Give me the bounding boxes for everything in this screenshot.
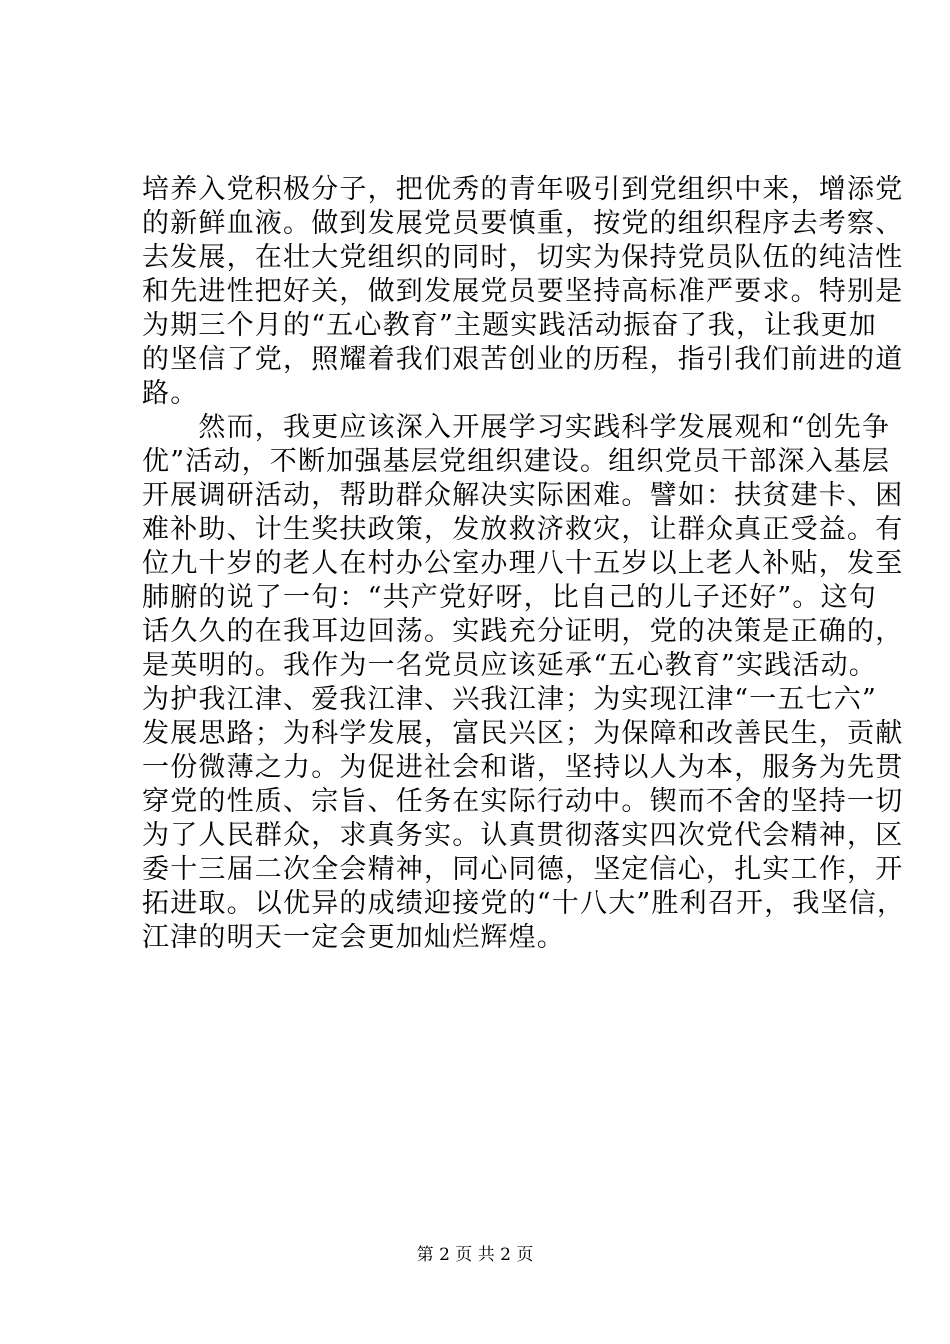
text-line: 去发展，在壮大党组织的同时，切实为保持党员队伍的纯洁性 <box>142 242 904 273</box>
text-line: 的新鲜血液。做到发展党员要慎重，按党的组织程序去考察、 <box>142 208 904 239</box>
text-line: 肺腑的说了一句：“共产党好呀，比自己的儿子还好”。这句 <box>142 582 878 613</box>
text-line: 委十三届二次全会精神，同心同德，坚定信心，扎实工作，开 <box>142 854 904 885</box>
text-line: 为期三个月的“五心教育”主题实践活动振奋了我，让我更加 <box>142 310 878 341</box>
text-line: 和先进性把好关，做到发展党员要坚持高标准严要求。特别是 <box>142 276 904 307</box>
document-body <box>142 173 906 955</box>
text-line: 发展思路；为科学发展，富民兴区；为保障和改善民生，贡献 <box>142 718 904 749</box>
page-number-footer: 第 2 页 共 2 页 <box>416 1245 534 1265</box>
text-line: 位九十岁的老人在村办公室办理八十五岁以上老人补贴，发至 <box>142 548 904 579</box>
text-line: 然而，我更应该深入开展学习实践科学发展观和“创先争 <box>142 412 891 443</box>
text-line: 为护我江津、爱我江津、兴我江津；为实现江津“一五七六” <box>142 684 878 715</box>
text-line: 开展调研活动，帮助群众解决实际困难。譬如：扶贫建卡、困 <box>142 480 904 511</box>
text-line: 江津的明天一定会更加灿烂辉煌。 <box>142 922 565 953</box>
text-line: 路。 <box>142 378 199 409</box>
text-line: 的坚信了党，照耀着我们艰苦创业的历程，指引我们前进的道 <box>142 344 904 375</box>
text-line: 难补助、计生奖扶政策，发放救济救灾，让群众真正受益。有 <box>142 514 904 545</box>
text-line: 优”活动，不断加强基层党组织建设。组织党员干部深入基层 <box>142 446 891 477</box>
text-line: 是英明的。我作为一名党员应该延承“五心教育”实践活动。 <box>142 650 878 681</box>
text-line: 拓进取。以优异的成绩迎接党的“十八大”胜利召开，我坚信， <box>142 888 906 919</box>
text-line: 一份微薄之力。为促进社会和谐，坚持以人为本，服务为先贯 <box>142 752 904 783</box>
text-line: 为了人民群众，求真务实。认真贯彻落实四次党代会精神，区 <box>142 820 904 851</box>
text-line: 话久久的在我耳边回荡。实践充分证明，党的决策是正确的， <box>142 616 904 647</box>
text-line: 培养入党积极分子，把优秀的青年吸引到党组织中来，增添党 <box>142 174 904 205</box>
text-line: 穿党的性质、宗旨、任务在实际行动中。锲而不舍的坚持一切 <box>142 786 904 817</box>
